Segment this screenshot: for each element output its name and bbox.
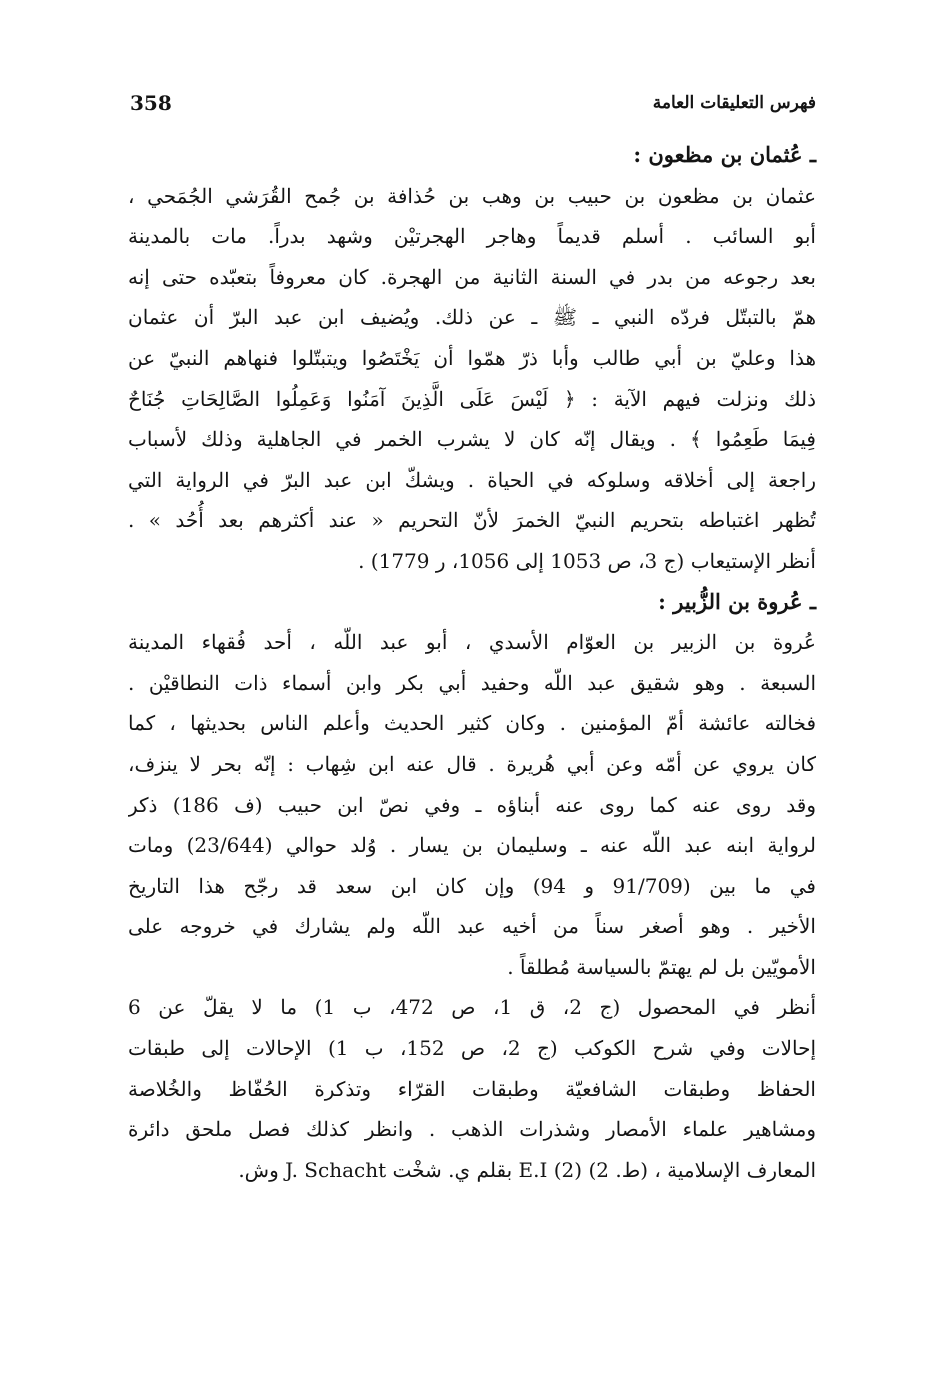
paragraph-line: فِيمَا طَعِمُوا ﴾ . ويقال إنّه كان لا يشرب الخمر في الجاهلية وذلك لأسباب [128,427,816,452]
paragraph-line: فخالته عائشة أمّ المؤمنين . وكان كثير الحديث وأعلم الناس بحديثها ، كما [128,711,816,736]
paragraph-line: أبو السائب . أسلم قديماً وهاجر الهجرتيْن وشهد بدراً. مات بالمدينة [128,224,816,249]
reference-line: ومشاهير علماء الأمصار وشذرات الذهب . وانظر كذلك فصل ملحق دائرة [128,1117,816,1142]
paragraph-line: الأخير . وهو أصغر سناً من أخيه عبد اللّه ولم يشارك في خروجه على [128,914,816,939]
reference-line: المعارف الإسلامية ، (ط. 2) (2) E.I بقلم ي. شخْت J. Schacht وش. [238,1157,816,1182]
paragraph-line: عُروة بن الزبير بن العوّام الأسدي ، أبو عبد اللّه ، أحد فُقهاء المدينة [128,630,816,655]
commentary-body [128,135,816,1190]
reference-line: أنظر الإستيعاب (ج 3، ص 1053 إلى 1056، ر 1779) . [358,548,816,573]
paragraph-line: ذلك ونزلت فيهم الآية : ﴿ لَيْسَ عَلَى الَّذِينَ آمَنُوا وَعَمِلُوا الصَّالِحَاتِ جُنَاحٌ [128,386,816,411]
paragraph-line: بعد رجوعه من بدر في السنة الثانية من الهجرة. كان معروفاً بتعبّده حتى إنه [128,264,816,289]
paragraph-line: عثمان بن مظعون بن حبيب بن وهب بن حُذافة بن جُمح القُرَشي الجُمَحي ، [128,183,816,208]
paragraph-line: هذا وعليّ بن أبي طالب وأبا ذرّ همّوا أن يَخْتَصُوا ويتبتّلوا فنهاهم النبيّ عن [128,345,816,370]
paragraph-line: كان يروي عن أمّه وعن أبي هُريرة . قال عنه ابن شِهاب : إنّه بحر لا ينزف، [128,751,816,776]
paragraph-line: تُظهر اغتباطه بتحريم النبيّ الخمرَ لأنّ التحريم « عند أكثرهم بعد أُحُد » . [128,508,816,533]
reference-line: أنظر في المحصول (ج 2، ق 1، ص 472، ب 1) ما لا يقلّ عن 6 [128,995,816,1020]
paragraph-line: السبعة . وهو شقيق عبد اللّه وحفيد أبي بكر وابن أسماء ذات النطاقيْن . [128,670,816,695]
paragraph-line: في ما بين (91/709 و 94) وإن كان ابن سعد قد رجّح هذا التاريخ [128,873,816,898]
paragraph-line: لرواية ابنه عبد اللّه عنه ـ وسليمان بن يسار . وُلد حوالي (23/644) ومات [128,833,816,858]
running-head-title: فهرس التعليقات العامة [652,93,816,113]
reference-line: الحفاظ وطبقات الشافعيّة وطبقات القرّاء وتذكرة الحُفّاظ والخُلاصة [128,1076,816,1101]
reference-line: إحالات وفي شرح الكوكب (ج 2، ص 152، ب 1) الإحالات إلى طبقات [128,1036,816,1061]
paragraph-line: وقد روى عنه كما روى عنه أبناؤه ـ وفي نصّ ابن حبيب (ف 186) ذكر [128,792,816,817]
running-head [130,88,816,118]
paragraph-line: راجعة إلى أخلاقه وسلوكه في الحياة . ويشكّ ابن عبد البرّ في الرواية التي [128,467,816,492]
paragraph-line: همّ بالتبتّل فردّه النبي ـ ﷺ ـ عن ذلك. ويُضيف ابن عبد البرّ أن عثمان [128,305,816,330]
page-number: 358 [130,91,172,115]
paragraph-line: الأمويّين بل لم يهتمّ بالسياسة مُطلقاً . [507,954,816,979]
section-heading-uthman: ـ عُثمان بن مظعون : [633,142,816,167]
section-heading-urwa: ـ عُروة بن الزُّبير : [658,588,816,614]
